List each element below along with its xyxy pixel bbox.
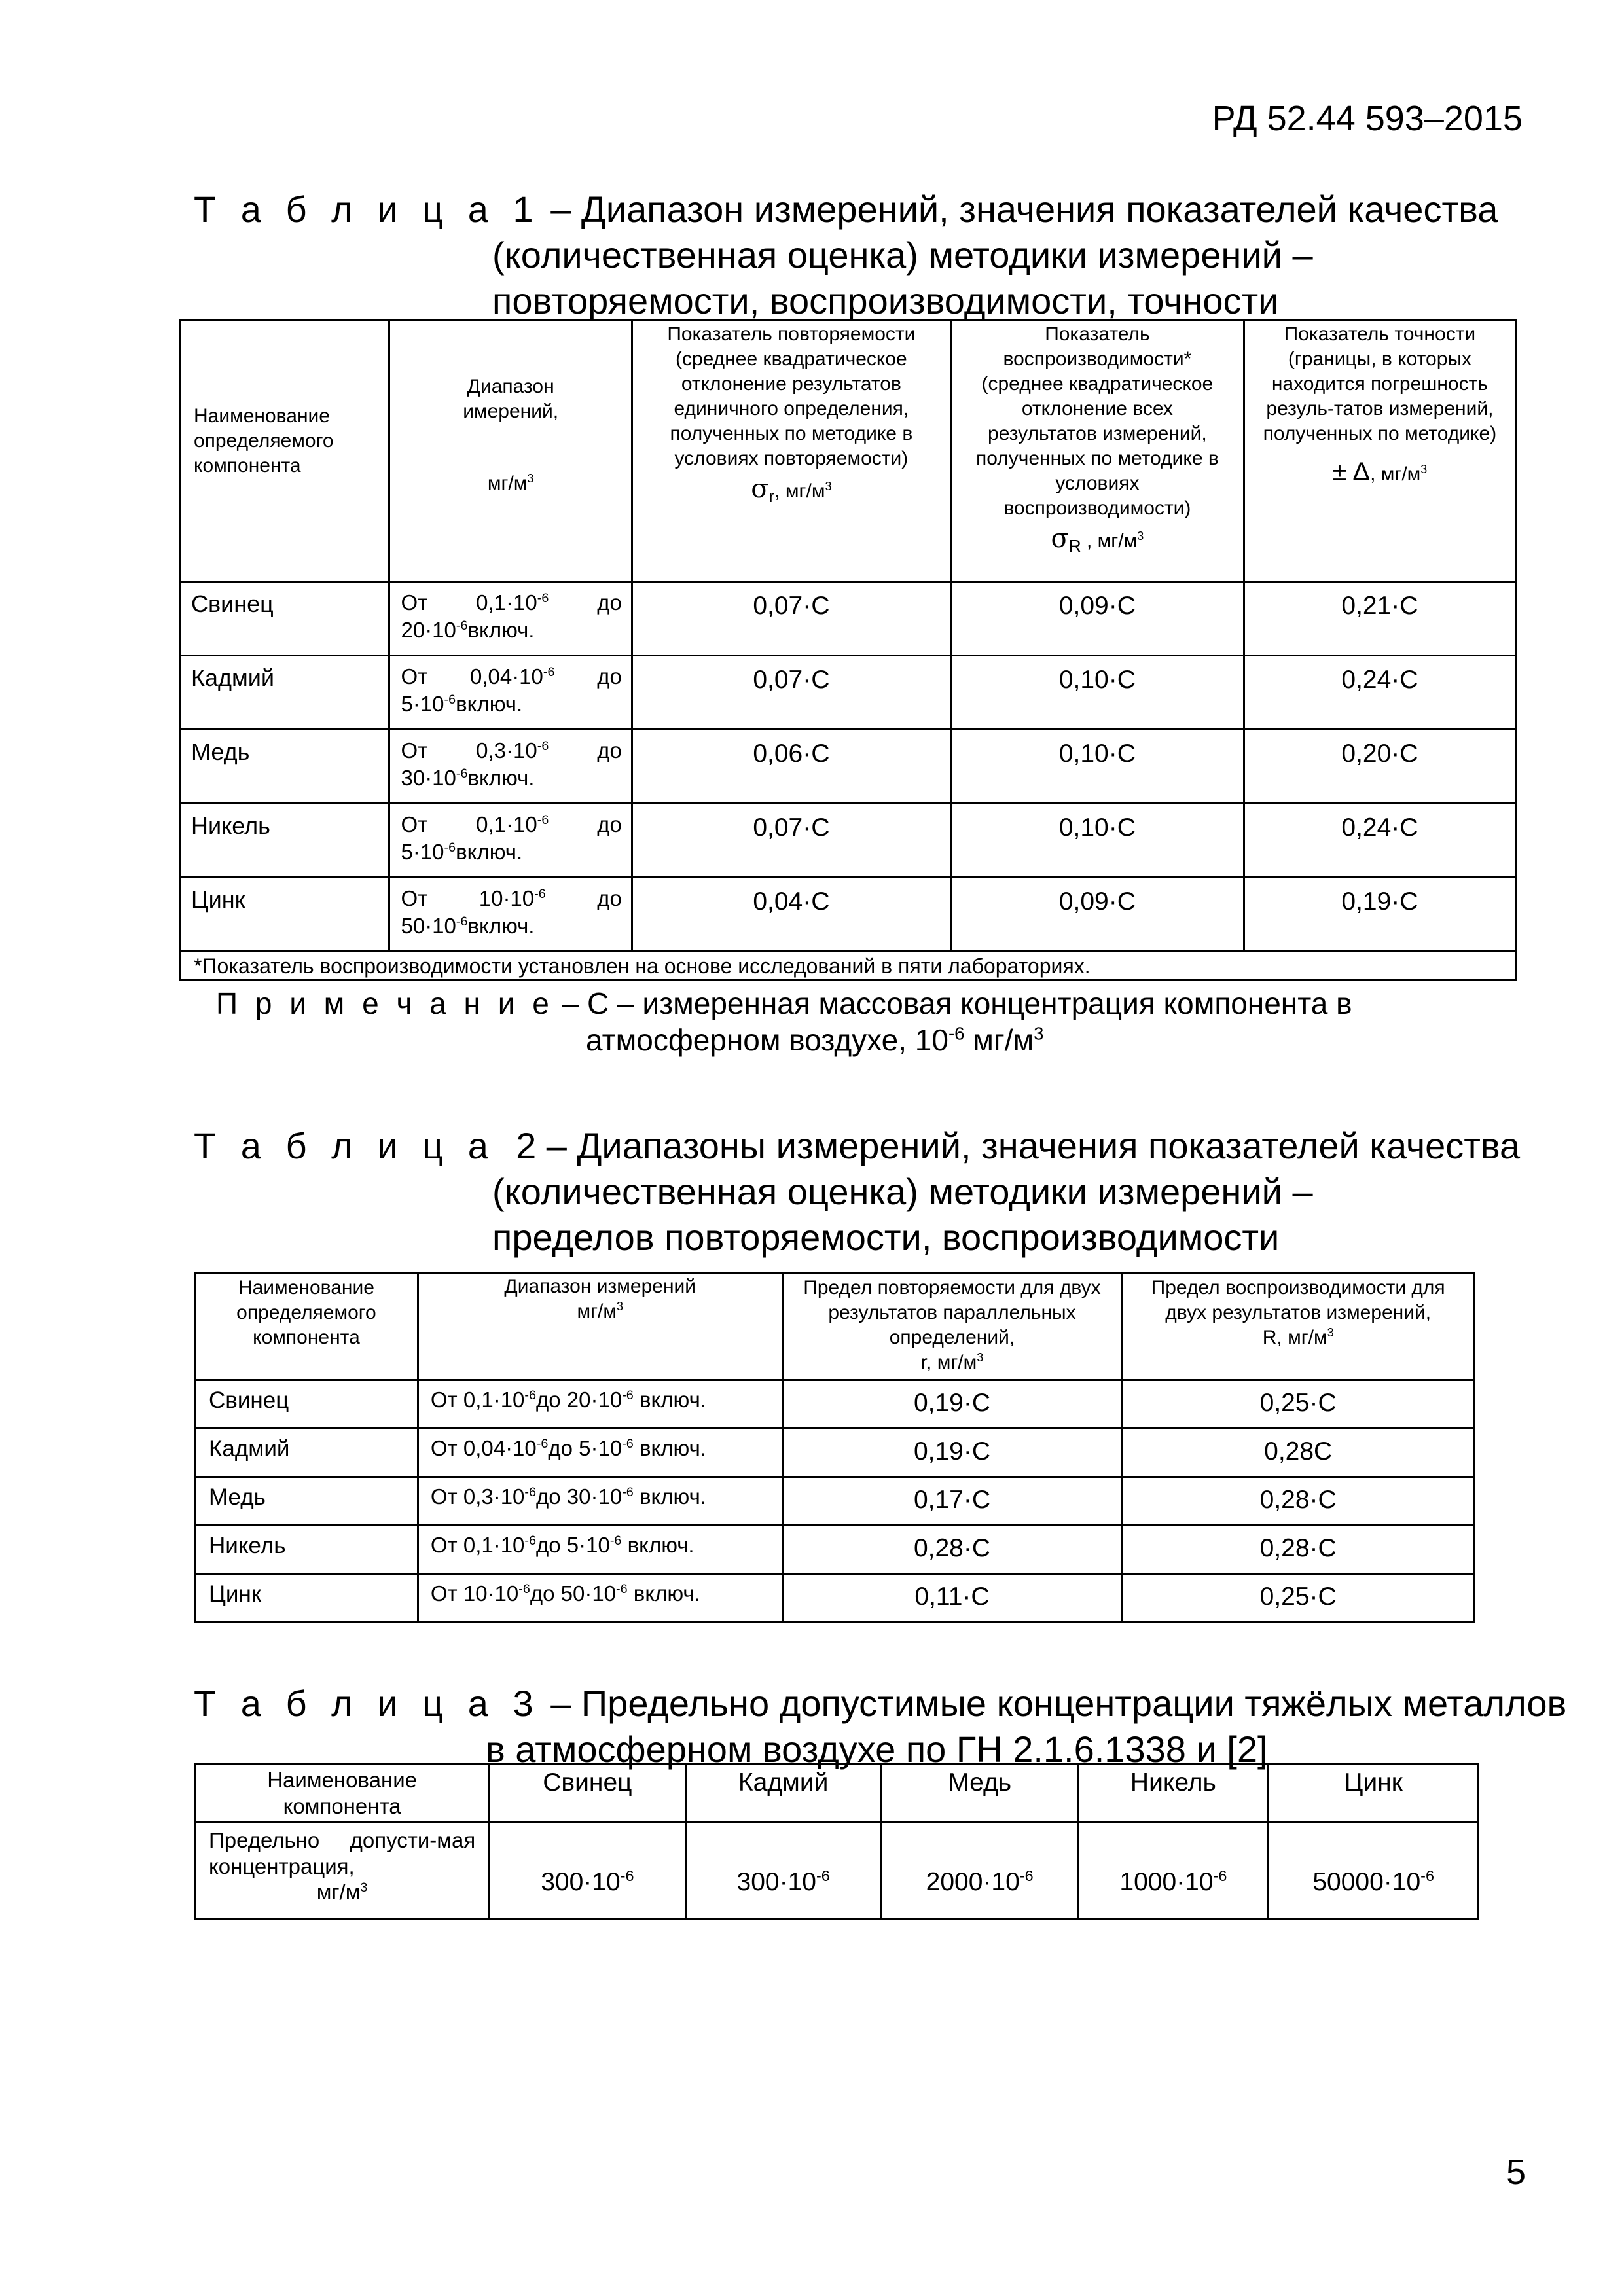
t1-header-repeat-symbol: $\sigma_r$, $мг/м^3$ xyxy=(751,474,832,506)
table1 xyxy=(179,319,1517,981)
t2-header-range-unit: $мг/м^3$ xyxy=(577,1300,623,1322)
table2-caption-line1: – Диапазоны измерений, значения показателей качества xyxy=(536,1125,1521,1166)
t1-row-range: От $0,1\cdot 10^{-6}$ до $5\cdot 10^{-6}включ$. xyxy=(389,804,632,878)
t2-row-r: 0,11·С xyxy=(782,1574,1122,1623)
t1-header-accuracy xyxy=(1244,320,1515,582)
t1-row-acc: 0,20·С xyxy=(1244,730,1515,804)
table-row xyxy=(195,1526,1475,1574)
t1-row-name: Медь xyxy=(180,730,389,804)
table1-note xyxy=(216,985,1381,1058)
t2-row-r: 0,19·С xyxy=(782,1380,1122,1429)
table-row xyxy=(180,878,1516,952)
table2-caption-num: 2 xyxy=(516,1125,537,1166)
t1-header-accuracy-symbol: ± Δ, $мг/м^3$ xyxy=(1332,457,1428,486)
t1-row-range: От $0,3\cdot 10^{-6}$ до $30\cdot 10^{-6}включ$. xyxy=(389,730,632,804)
t3-col-header: Никель xyxy=(1078,1764,1269,1823)
t2-header-name xyxy=(195,1274,418,1380)
t3-value: $50000\cdot 10^{-6}$ xyxy=(1269,1823,1479,1920)
table3-caption-label: Т а б л и ц а 3 xyxy=(194,1683,541,1724)
t1-footnote: *Показатель воспроизводимости установлен на основе исследований в пяти лабораториях. xyxy=(180,952,1516,980)
t3-col-header: Кадмий xyxy=(685,1764,881,1823)
t1-row-sr: 0,04·С xyxy=(632,878,950,952)
t1-row-sR: 0,10·С xyxy=(950,804,1244,878)
t1-row-range: От $0,1\cdot 10^{-6}$ до $20\cdot 10^{-6}включ$. xyxy=(389,582,632,656)
t1-header-name xyxy=(180,320,389,582)
table2-caption xyxy=(194,1123,1568,1169)
t2-row-range: От $10\cdot 10^{-6}до$ $50\cdot 10^{-6}$ включ. xyxy=(418,1574,782,1623)
t1-row-range: От $0,04\cdot 10^{-6}$ до $5\cdot 10^{-6}включ$. xyxy=(389,656,632,730)
t1-row-sr: 0,07·С xyxy=(632,582,950,656)
t2-row-name: Цинк xyxy=(195,1574,418,1623)
t2-row-R: 0,28·С xyxy=(1122,1526,1475,1574)
table-row xyxy=(180,804,1516,878)
note-line1: П р и м е ч а н и е – С – измеренная массовая концентрация компонента в xyxy=(216,986,1352,1020)
t1-row-name: Кадмий xyxy=(180,656,389,730)
table-row xyxy=(195,1477,1475,1526)
table1-caption xyxy=(194,187,1529,232)
t2-row-R: 0,25·С xyxy=(1122,1380,1475,1429)
t2-row-range: От $0,1\cdot 10^{-6}до$ $5\cdot 10^{-6}$ включ. xyxy=(418,1526,782,1574)
table-row xyxy=(195,1574,1475,1623)
t2-header-name-text: Наименование определяемого компонента xyxy=(236,1277,376,1348)
t2-row-range: От $0,04\cdot 10^{-6}до$ $5\cdot 10^{-6}$ включ. xyxy=(418,1429,782,1477)
t1-row-sR: 0,10·С xyxy=(950,656,1244,730)
t1-row-sR: 0,09·С xyxy=(950,878,1244,952)
t2-header-r-symbol: r, $мг/м^3$ xyxy=(920,1351,984,1373)
t3-row-label-text: Предельно допусти-мая концентрация, xyxy=(209,1828,476,1878)
t2-row-r: 0,19·С xyxy=(782,1429,1122,1477)
table-row xyxy=(180,582,1516,656)
t1-row-sr: 0,07·С xyxy=(632,656,950,730)
t3-col-header: Свинец xyxy=(490,1764,685,1823)
t2-row-range: От $0,3\cdot 10^{-6}до$ $30\cdot 10^{-6}$ включ. xyxy=(418,1477,782,1526)
table1-caption-line3: повторяемости, воспроизводимости, точности xyxy=(492,280,1279,321)
t1-row-sr: 0,06·С xyxy=(632,730,950,804)
table-row xyxy=(180,656,1516,730)
t1-header-name-text: Наименование определяемого компонента xyxy=(194,404,334,476)
t1-header-accuracy-text: Показатель точности (границы, в которых находится погрешность резуль-татов измерений, полученных по методике) xyxy=(1263,323,1497,444)
table2 xyxy=(194,1272,1475,1623)
t1-row-acc: 0,24·С xyxy=(1244,656,1515,730)
t1-row-range: От $10\cdot 10^{-6}$ до $50\cdot 10^{-6}включ$. xyxy=(389,878,632,952)
table1-caption-line2: (количественная оценка) методики измерений – xyxy=(492,234,1313,276)
t1-header-repeat-text: Показатель повторяемости (среднее квадратическое отклонение результатов единичного определения, полученных по методике в условиях повторяемости) xyxy=(667,323,916,469)
t2-header-range xyxy=(418,1274,782,1380)
t2-header-R-text: Предел воспроизводимости для двух результатов измерений, xyxy=(1151,1277,1445,1323)
t1-header-repro-text: Показатель воспроизводимости* (среднее квадратическое отклонение всех результатов измерений, полученных по методике в условиях воспроизводимости) xyxy=(975,323,1219,519)
t1-row-sr: 0,07·С xyxy=(632,804,950,878)
t3-value: $300\cdot 10^{-6}$ xyxy=(490,1823,685,1920)
t2-header-r-text: Предел повторяемости для двух результатов параллельных определений, xyxy=(803,1277,1101,1348)
t1-row-sR: 0,09·С xyxy=(950,582,1244,656)
table1-caption-label: Т а б л и ц а 1 xyxy=(194,188,541,230)
t1-row-acc: 0,24·С xyxy=(1244,804,1515,878)
table-row xyxy=(180,730,1516,804)
table3-caption xyxy=(194,1681,1601,1727)
t2-row-R: 0,28·С xyxy=(1122,1477,1475,1526)
table3-caption-line2: в атмосферном воздухе по ГН 2.1.6.1338 и [2] xyxy=(486,1729,1268,1770)
t1-row-name: Никель xyxy=(180,804,389,878)
t3-col-header: Цинк xyxy=(1269,1764,1479,1823)
t2-row-R: 0,25·С xyxy=(1122,1574,1475,1623)
t2-row-range: От $0,1\cdot 10^{-6}до$ $20\cdot 10^{-6}$ включ. xyxy=(418,1380,782,1429)
t2-row-r: 0,17·С xyxy=(782,1477,1122,1526)
t1-header-range xyxy=(389,320,632,582)
table2-caption-line3: пределов повторяемости, воспроизводимости xyxy=(492,1217,1280,1258)
t3-value: $2000\cdot 10^{-6}$ xyxy=(881,1823,1078,1920)
t3-row-label xyxy=(195,1823,490,1920)
table-row xyxy=(195,1823,1479,1920)
t3-value: $300\cdot 10^{-6}$ xyxy=(685,1823,881,1920)
table3 xyxy=(194,1763,1479,1920)
page-number: 5 xyxy=(1506,2153,1526,2192)
table1-caption-line1: – Диапазон измерений, значения показателей качества xyxy=(540,188,1498,230)
t1-header-repro xyxy=(950,320,1244,582)
t3-value: $1000\cdot 10^{-6}$ xyxy=(1078,1823,1269,1920)
t3-header-name-text: Наименование компонента xyxy=(267,1768,417,1818)
t2-row-name: Свинец xyxy=(195,1380,418,1429)
t1-row-name: Свинец xyxy=(180,582,389,656)
t1-row-name: Цинк xyxy=(180,878,389,952)
t3-row-label-unit: $мг/м^3$ xyxy=(316,1880,368,1904)
t1-row-acc: 0,21·С xyxy=(1244,582,1515,656)
note-line2: атмосферном воздухе, $10^{-6}$ $мг/м^3$ xyxy=(586,1023,1044,1057)
table3-caption-line1: – Предельно допустимые концентрации тяжёлых металлов xyxy=(540,1683,1567,1724)
document-code: РД 52.44 593–2015 xyxy=(1212,99,1523,138)
t2-row-r: 0,28·С xyxy=(782,1526,1122,1574)
t1-header-repro-symbol: $\sigma_R$ , $мг/м^3$ xyxy=(1051,524,1144,556)
table2-caption-line2: (количественная оценка) методики измерений – xyxy=(492,1171,1313,1212)
t2-row-name: Никель xyxy=(195,1526,418,1574)
t2-row-name: Кадмий xyxy=(195,1429,418,1477)
table-row xyxy=(195,1429,1475,1477)
t2-row-name: Медь xyxy=(195,1477,418,1526)
t2-row-R: 0,28С xyxy=(1122,1429,1475,1477)
table-row xyxy=(195,1380,1475,1429)
t2-header-r xyxy=(782,1274,1122,1380)
t2-header-R xyxy=(1122,1274,1475,1380)
t1-header-range-text: Диапазон имерений, xyxy=(463,376,559,422)
t3-header-name xyxy=(195,1764,490,1823)
table2-caption-label: Т а б л и ц а xyxy=(194,1125,496,1166)
t2-header-R-symbol: R, $мг/м^3$ xyxy=(1262,1326,1334,1348)
t1-row-acc: 0,19·С xyxy=(1244,878,1515,952)
t1-header-repeat xyxy=(632,320,950,582)
t1-row-sR: 0,10·С xyxy=(950,730,1244,804)
t2-header-range-text: Диапазон измерений xyxy=(504,1276,696,1297)
t1-header-range-unit: $мг/м^3$ xyxy=(487,472,534,494)
table-footnote-row xyxy=(180,952,1516,980)
t3-col-header: Медь xyxy=(881,1764,1078,1823)
